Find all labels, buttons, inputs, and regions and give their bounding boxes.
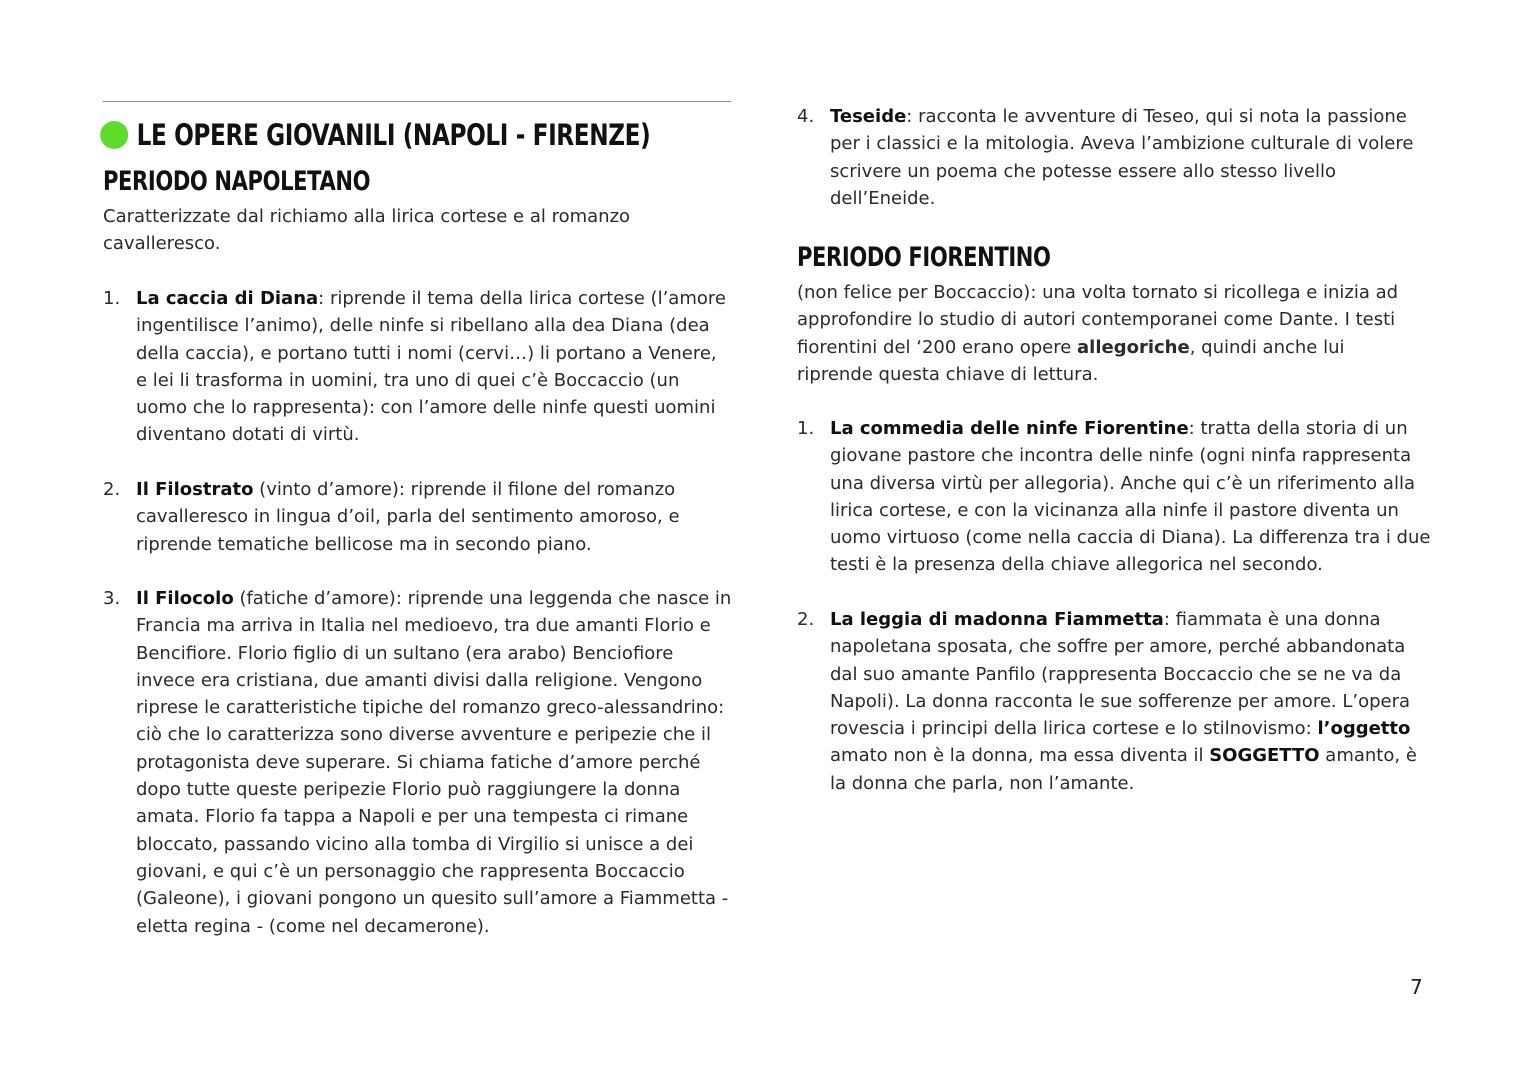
intro-text-end: , quindi anche lui riprende questa chiave di lettura.: [797, 336, 1345, 385]
item-text: (vinto d’amore): riprende il filone del romanzo cavalleresco in lingua d’oil, parla del sentimento amoroso, e riprende tematiche bellicose ma in secondo piano.: [136, 479, 680, 555]
item-title: Il Filocolo: [136, 588, 234, 609]
item-text: : riprende il tema della lirica cortese (l’amore ingentilisce l’animo), delle ninfe si ribellano alla dea Diana (dea della caccia), e portano tutti i nomi (cervi…) li portano a Venere, e lei li trasforma in uomini, tra uno di quei c’è Boccaccio (un uomo che lo rappresenta): con l’amore delle ninfe questi uomini diventano dotati di virtù.: [136, 288, 726, 446]
list-item-fiammetta: [797, 606, 1422, 797]
item-text: : fiammata è una donna napoletana sposata, che soffre per amore, perché abbandonata dal suo amante Panfilo (rappresenta Boccaccio che se ne va da Napoli). La donna racconta le sue sofferenze per amore. L’opera rovescia i principi della lirica cortese e lo stilnovismo:: [830, 609, 1411, 740]
fiorentino-intro: [797, 279, 1422, 388]
item-number: 4.: [797, 106, 815, 127]
item-text: amanto, è la donna che parla, non l’amante.: [830, 745, 1417, 794]
item-bold: l’oggetto: [1317, 718, 1411, 740]
item-text: : tratta della storia di un giovane pastore che incontra delle ninfe (ogni ninfa rappresenta una diversa virtù per allegoria). Anche qui c’è un riferimento alla lirica cortese, e con la vicinanza alla ninfe il pastore diventa un uomo virtuoso (come nella caccia di Diana). La differenza tra i due testi è la presenza della chiave allegorica nel secondo.: [830, 418, 1431, 576]
intro-text: (non felice per Boccaccio): una volta tornato si ricollega e inizia ad approfondire lo studio di autori contemporanei come Dante. I testi fiorentini del ‘200 erano opere: [797, 282, 1399, 358]
intro-bold: allegoriche: [1077, 336, 1190, 358]
page-number: 7: [1410, 975, 1423, 999]
item-number: 3.: [103, 588, 121, 609]
item-title: Teseide: [830, 106, 907, 127]
list-item-teseide: [797, 103, 1417, 212]
page-title: [103, 118, 651, 152]
napoletano-intro: Caratterizzate dal richiamo alla lirica cortese e al romanzo cavalleresco.: [103, 206, 631, 255]
page-title-text: LE OPERE GIOVANILI (NAPOLI - FIRENZE): [136, 118, 651, 152]
item-title: Il Filostrato: [136, 479, 254, 500]
list-item-filostrato: [103, 476, 733, 558]
item-number: 1.: [797, 418, 815, 439]
item-bold: SOGGETTO: [1209, 745, 1320, 767]
title-rule: [103, 101, 731, 102]
heading-periodo-napoletano: PERIODO NAPOLETANO: [103, 166, 371, 197]
item-title: La caccia di Diana: [136, 288, 319, 309]
list-item-commedia-ninfe: [797, 415, 1432, 579]
item-text: (fatiche d’amore): riprende una leggenda che nasce in Francia ma arriva in Italia nel medioevo, tra due amanti Florio e Bencifiore. Florio figlio di un sultano (era arabo) Benciofiore invece era cristiana, due amanti divisi dalla religione. Vengono riprese le caratteristiche tipiche del romanzo greco-alessandrino: ciò che lo caratterizza sono diverse avventure e peripezie che il protagonista deve superare. Si chiama fatiche d’amore perché dopo tutte queste peripezie Florio può raggiungere la donna amata. Florio fa tappa a Napoli e per una tempesta ci rimane bloccato, passando vicino alla tomba di Virgilio si unisce a dei giovani, e qui c’è un personaggio che rappresenta Boccaccio (Galeone), i giovani pongono un quesito sull’amore a Fiammetta - eletta regina - (come nel decamerone).: [136, 588, 732, 937]
item-number: 2.: [103, 479, 121, 500]
heading-periodo-fiorentino: PERIODO FIORENTINO: [797, 242, 1051, 273]
item-title: La leggia di madonna Fiammetta: [830, 609, 1164, 630]
item-text: : racconta le avventure di Teseo, qui si nota la passione per i classici e la mitologia. Aveva l’ambizione culturale di volere scrivere un poema che potesse essere allo stesso livello dell’Eneide.: [830, 106, 1414, 209]
list-item-filocolo: [103, 585, 733, 940]
item-title: La commedia delle ninfe Fiorentine: [830, 418, 1189, 439]
green-dot-icon: [100, 121, 128, 149]
list-item-caccia-di-diana: [103, 285, 733, 449]
item-text: amato non è la donna, ma essa diventa il: [830, 745, 1210, 767]
item-number: 2.: [797, 609, 815, 630]
item-number: 1.: [103, 288, 121, 309]
